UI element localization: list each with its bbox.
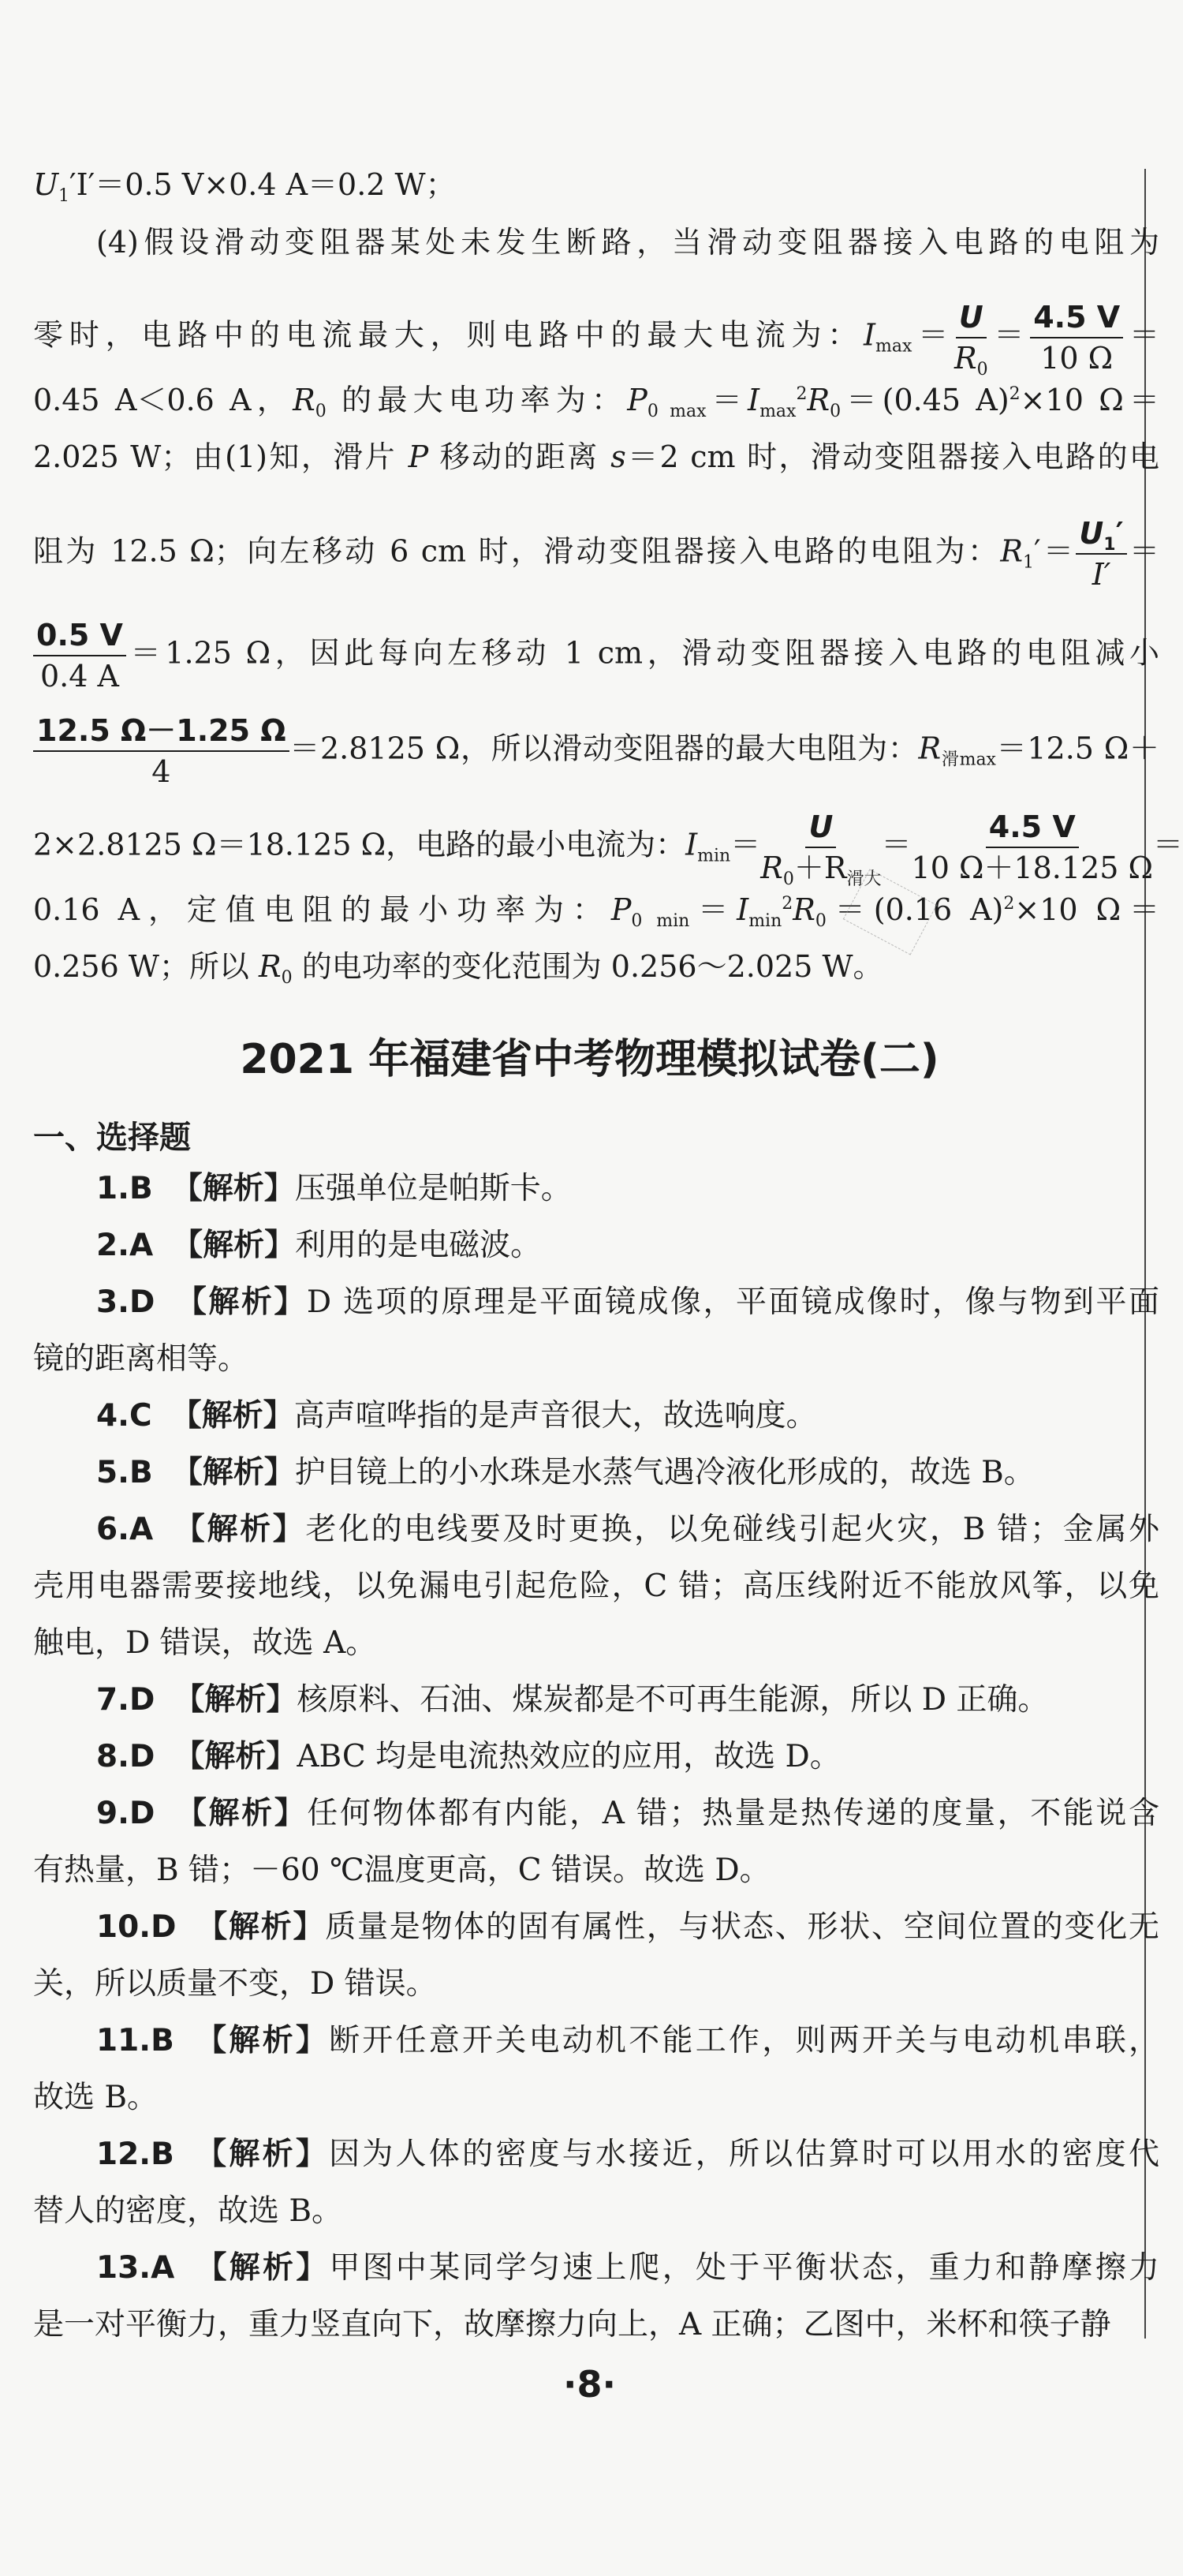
solution-line-11: [33, 944, 1159, 989]
answer-text: 老化的电线要及时更换，以免碰线引起火灾，B 错；金属外: [305, 1512, 1159, 1547]
answer-item-line: [33, 1331, 1159, 1388]
answer-number: 10.D: [96, 1909, 177, 1945]
text: ′I′＝0.5 V×0.4 A＝0.2 W；: [69, 167, 456, 202]
answer-text: 高声喧哗指的是声音很大，故选响度。: [293, 1398, 817, 1434]
denominator: [1092, 555, 1111, 594]
subscript: min: [697, 846, 731, 866]
fraction: [912, 807, 1154, 888]
subscript: min: [748, 911, 782, 931]
equals: ＝: [730, 827, 761, 862]
subscript: max: [759, 402, 797, 421]
denominator: 10 Ω: [1040, 341, 1114, 376]
fraction: [954, 297, 988, 378]
equals: ＝: [881, 827, 912, 862]
answer-text: 是一对平衡力，重力竖直向下，故摩擦力向上，A 正确；乙图中，米杯和筷子静: [33, 2307, 1111, 2342]
answer-text: 替人的密度，故选 B。: [33, 2193, 343, 2229]
var-u: U: [1079, 516, 1104, 551]
var-r: R: [760, 851, 783, 885]
subscript: max: [875, 336, 912, 357]
answer-text: 核原料、石油、煤炭都是不可再生能源，所以 D 正确。: [297, 1682, 1049, 1718]
analysis-tag: 【解析】: [174, 1796, 308, 1831]
answer-text: 壳用电器需要接地线，以免漏电引起危险，C 错；高压线附近不能放风筝，以免: [33, 1568, 1159, 1604]
answer-text: 关，所以质量不变，D 错误。: [33, 1966, 437, 2002]
text: ＝2 cm 时，滑动变阻器接入电路的电: [625, 439, 1159, 474]
solution-line-7: [33, 615, 1159, 694]
numerator: [956, 297, 987, 338]
text: 的电功率的变化范围为 0.256～2.025 W。: [292, 949, 883, 984]
text: 2.025 W；由(1)知，滑片: [33, 439, 409, 474]
answer-number: 13.A: [96, 2250, 175, 2286]
equals: ＝: [1126, 533, 1159, 569]
equals: ＝: [1123, 317, 1159, 353]
exam-title: 2021 年福建省中考物理模拟试卷(二): [240, 1036, 939, 1083]
answer-number: 5.B: [96, 1455, 153, 1490]
denominator: 0.4 A: [40, 659, 119, 694]
analysis-tag: 【解析】: [193, 2250, 330, 2286]
answer-text: 因为人体的密度与水接近，所以估算时可以用水的密度代: [329, 2137, 1159, 2172]
answer-item-line: [33, 2240, 1159, 2297]
var-i: I: [748, 383, 760, 417]
answer-item-line: [33, 1729, 1159, 1785]
text: 零时，电路中的电流最大，则电路中的最大电流为：: [33, 317, 864, 353]
var-r: R: [918, 731, 942, 766]
answer-item-line: [33, 2126, 1159, 2183]
text: ′＝: [1034, 533, 1077, 569]
answer-number: 8.D: [96, 1739, 155, 1774]
prime: ′: [1115, 516, 1124, 551]
fraction: [33, 711, 289, 791]
subscript: 0: [315, 402, 327, 421]
var-r: R: [807, 383, 830, 417]
answer-number: 6.A: [96, 1512, 154, 1547]
text: ×10 Ω＝: [1014, 892, 1159, 927]
analysis-tag: 【解析】: [174, 1682, 297, 1718]
var-r: R: [793, 892, 815, 927]
answer-text: 护目镜上的小水珠是水蒸气遇冷液化形成的，故选 B。: [294, 1455, 1035, 1490]
text: 0.16 A，定值电阻的最小功率为：: [33, 892, 611, 927]
analysis-tag: 【解析】: [171, 1455, 295, 1490]
equals: ＝: [689, 892, 737, 927]
var-u: U: [33, 167, 59, 202]
superscript: 2: [796, 384, 808, 404]
equals: ＝: [987, 317, 1031, 353]
text: ＋R: [793, 851, 847, 885]
var-i: I: [685, 827, 698, 862]
analysis-tag: 【解析】: [171, 1171, 295, 1206]
analysis-tag: 【解析】: [195, 1909, 326, 1945]
answer-item-line: [33, 1785, 1159, 1842]
solution-line-8: [33, 711, 1159, 789]
text: ＝2.8125 Ω，所以滑动变阻器的最大电阻为：: [289, 731, 919, 766]
answer-text: 质量是物体的固有属性，与状态、形状、空间位置的变化无: [325, 1909, 1159, 1945]
subscript: 1: [1023, 552, 1035, 573]
denominator: 4: [151, 754, 171, 789]
answer-text: 镜的距离相等。: [33, 1341, 249, 1377]
text: 的最大电功率为：: [326, 383, 628, 417]
answer-item-line: [33, 1899, 1159, 1956]
subscript: 0 max: [647, 402, 707, 421]
text: ＝(0.16 A): [826, 892, 1004, 927]
var-r: R: [954, 341, 977, 376]
subscript: 滑max: [941, 750, 996, 770]
text: ＝12.5 Ω＋: [995, 731, 1159, 766]
numerator: 4.5 V: [1030, 297, 1123, 338]
subscript: 0: [815, 911, 827, 931]
text: ＝(0.45 A): [841, 383, 1009, 417]
solution-line-5: [33, 435, 1159, 479]
var-i: I: [737, 892, 749, 927]
var-i: I: [864, 317, 876, 353]
answer-text: 故选 B。: [33, 2080, 159, 2115]
var-p: P: [610, 892, 632, 927]
analysis-tag: 【解析】: [172, 1512, 306, 1547]
solution-line-10: [33, 888, 1159, 932]
text: 移动的距离: [428, 439, 611, 474]
answer-text: 任何物体都有内能，A 错；热量是热传递的度量，不能说含: [307, 1796, 1159, 1831]
answer-text: 甲图中某同学匀速上爬，处于平衡状态，重力和静摩擦力: [329, 2250, 1159, 2286]
var-u: U: [958, 300, 983, 335]
fraction: [33, 615, 126, 696]
denominator: 10 Ω＋18.125 Ω: [911, 851, 1154, 885]
answer-text: 有热量，B 错；－60 ℃温度更高，C 错误。故选 D。: [33, 1853, 771, 1888]
answer-number: 4.C: [96, 1398, 152, 1434]
section-heading: 一、选择题: [33, 1120, 191, 1156]
equals: ＝: [1153, 827, 1183, 862]
answer-item-line: [33, 1217, 1159, 1274]
answer-item-line: [33, 1274, 1159, 1331]
answer-item-line: [33, 1161, 1159, 1217]
var-s: s: [610, 439, 626, 474]
numerator: 0.5 V: [33, 615, 126, 656]
numerator: 12.5 Ω－1.25 Ω: [33, 711, 289, 752]
var-p: P: [408, 439, 429, 474]
answer-item-line: [33, 1956, 1159, 2013]
text: 2×2.8125 Ω＝18.125 Ω，电路的最小电流为：: [33, 827, 686, 862]
numerator: 4.5 V: [986, 807, 1079, 848]
solution-line-4: [33, 378, 1159, 422]
analysis-tag: 【解析】: [172, 1228, 296, 1263]
subscript: 0: [281, 968, 293, 988]
superscript: 2: [1003, 894, 1015, 914]
answer-number: 9.D: [96, 1796, 155, 1831]
page-number: ·8·: [563, 2363, 616, 2406]
subscript: 0 min: [631, 911, 690, 931]
answer-item-line: [33, 1842, 1159, 1899]
answer-item-line: [33, 2183, 1159, 2240]
answer-item-line: [33, 1388, 1159, 1445]
solution-line-6: [33, 514, 1159, 592]
answer-item-line: [33, 1615, 1159, 1672]
analysis-tag: 【解析】: [174, 1739, 297, 1774]
text: 0.45 A＜0.6 A，: [33, 383, 293, 417]
fraction: [1076, 514, 1126, 594]
subscript: 1: [58, 186, 70, 206]
answer-number: 12.B: [96, 2137, 174, 2172]
answer-text: 触电，D 错误，故选 A。: [33, 1625, 377, 1661]
subscript: 0: [976, 360, 988, 379]
text: ×10 Ω＝: [1020, 383, 1159, 417]
denominator: [954, 338, 988, 378]
superscript: 2: [1009, 384, 1021, 404]
answer-item-line: [33, 2297, 1159, 2354]
answer-text: D 选项的原理是平面镜成像，平面镜成像时，像与物到平面: [306, 1284, 1159, 1320]
equals: ＝: [706, 383, 748, 417]
solution-line-2: (4)假设滑动变阻器某处未发生断路，当滑动变阻器接入电路的电阻为: [96, 225, 1159, 260]
answer-number: 7.D: [96, 1682, 155, 1718]
text: ＝1.25 Ω，因此每向左移动 1 cm，滑动变阻器接入电路的电阻减小: [125, 635, 1159, 671]
answer-text: 断开任意开关电动机不能工作，则两开关与电动机串联，: [329, 2023, 1159, 2058]
answer-number: 1.B: [96, 1171, 153, 1206]
answer-item-line: [33, 1445, 1159, 1501]
answer-text: ABC 均是电流热效应的应用，故选 D。: [297, 1739, 841, 1774]
superscript: 2: [782, 894, 793, 914]
numerator: [805, 807, 836, 848]
subscript: 0: [782, 869, 794, 889]
text: 阻为 12.5 Ω；向左移动 6 cm 时，滑动变阻器接入电路的电阻为：: [33, 533, 1001, 569]
var-r: R: [293, 383, 315, 417]
var-i: I′: [1092, 557, 1111, 592]
equals: ＝: [912, 317, 955, 353]
var-r: R: [259, 949, 282, 984]
analysis-tag: 【解析】: [192, 2023, 330, 2058]
subscript: 滑大: [846, 869, 882, 889]
answer-number: 2.A: [96, 1228, 154, 1263]
var-u: U: [808, 809, 834, 844]
var-p: P: [627, 383, 647, 417]
answer-number: 3.D: [96, 1284, 155, 1320]
numerator: [1076, 514, 1126, 555]
subscript: 0: [830, 402, 842, 421]
answer-item-line: [33, 2069, 1159, 2126]
answer-item-line: [33, 1558, 1159, 1615]
var-r: R: [1000, 533, 1024, 569]
answer-item-line: [33, 1501, 1159, 1558]
answer-text: 利用的是电磁波。: [295, 1228, 542, 1263]
answer-number: 11.B: [96, 2023, 174, 2058]
answer-list: [33, 1161, 1159, 2354]
subscript: 1: [1103, 535, 1116, 555]
fraction: [1030, 297, 1123, 378]
fraction: [760, 807, 881, 888]
answer-item-line: [33, 1672, 1159, 1729]
analysis-tag: 【解析】: [192, 2137, 330, 2172]
answer-text: 压强单位是帕斯卡。: [294, 1171, 572, 1206]
answer-item-line: [33, 2013, 1159, 2069]
analysis-tag: 【解析】: [174, 1284, 307, 1320]
solution-line-1: [33, 163, 1159, 207]
text: 0.256 W；所以: [33, 949, 259, 984]
analysis-tag: 【解析】: [170, 1398, 294, 1434]
